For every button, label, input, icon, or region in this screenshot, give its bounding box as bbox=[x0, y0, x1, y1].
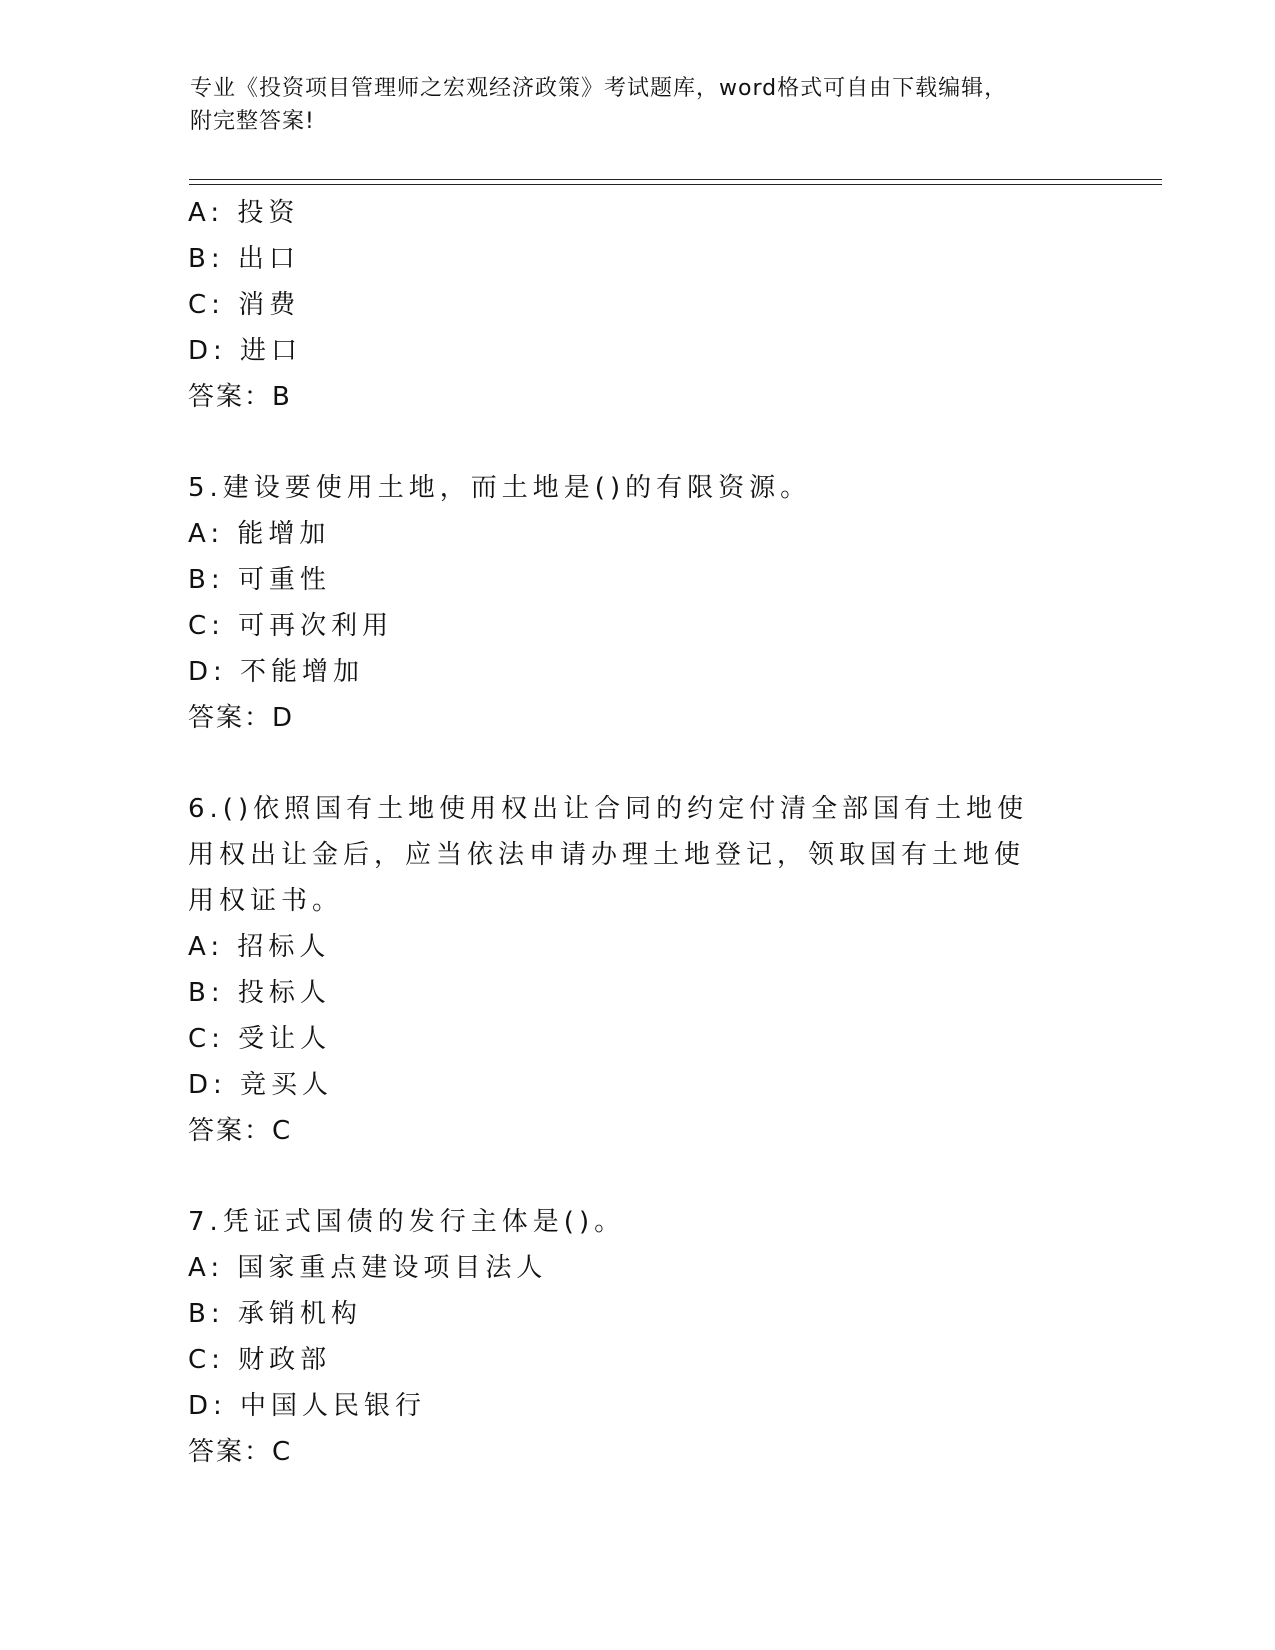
question-text: 7.凭证式国债的发行主体是()。 bbox=[188, 1207, 626, 1237]
option-d: D: 进口 bbox=[188, 336, 303, 366]
answer-line: 答案：C bbox=[188, 1437, 293, 1467]
question-block-4 bbox=[188, 190, 1088, 420]
question-block-6 bbox=[188, 786, 1088, 1154]
option-d: D: 不能增加 bbox=[188, 657, 365, 687]
option-b: B: 可重性 bbox=[188, 565, 331, 595]
option-c: C: 受让人 bbox=[188, 1024, 332, 1054]
block-spacer bbox=[188, 741, 1088, 786]
document-header bbox=[190, 72, 1070, 138]
question-block-5 bbox=[188, 465, 1088, 741]
option-b: B: 投标人 bbox=[188, 978, 331, 1008]
option-a: A: 投资 bbox=[188, 198, 300, 228]
option-a: A: 能增加 bbox=[188, 519, 331, 549]
block-spacer bbox=[188, 1154, 1088, 1199]
answer-line: 答案：C bbox=[188, 1116, 293, 1146]
option-d: D: 中国人民银行 bbox=[188, 1391, 427, 1421]
answer-line: 答案：D bbox=[188, 703, 295, 733]
question-block-7 bbox=[188, 1199, 1088, 1475]
option-a: A: 国家重点建设项目法人 bbox=[188, 1253, 548, 1283]
option-a: A: 招标人 bbox=[188, 932, 331, 962]
option-b: B: 出口 bbox=[188, 244, 300, 274]
header-divider-top bbox=[189, 179, 1162, 180]
option-c: C: 消费 bbox=[188, 290, 301, 320]
header-divider-bottom bbox=[189, 184, 1162, 185]
question-text: 5.建设要使用土地，而土地是()的有限资源。 bbox=[188, 473, 812, 503]
option-b: B: 承销机构 bbox=[188, 1299, 362, 1329]
question-list bbox=[188, 190, 1088, 1475]
option-d: D: 竞买人 bbox=[188, 1070, 334, 1100]
answer-line: 答案：B bbox=[188, 382, 292, 412]
block-spacer bbox=[188, 420, 1088, 465]
header-line-2: 附完整答案! bbox=[190, 109, 315, 134]
header-line-1: 专业《投资项目管理师之宏观经济政策》考试题库，word格式可自由下载编辑， bbox=[190, 76, 1008, 101]
option-c: C: 可再次利用 bbox=[188, 611, 394, 641]
question-text: 6.()依照国有土地使用权出让合同的约定付清全部国有土地使用权出让金后，应当依法申请办理土地登记，领取国有土地使用权证书。 bbox=[188, 794, 1029, 916]
option-c: C: 财政部 bbox=[188, 1345, 332, 1375]
